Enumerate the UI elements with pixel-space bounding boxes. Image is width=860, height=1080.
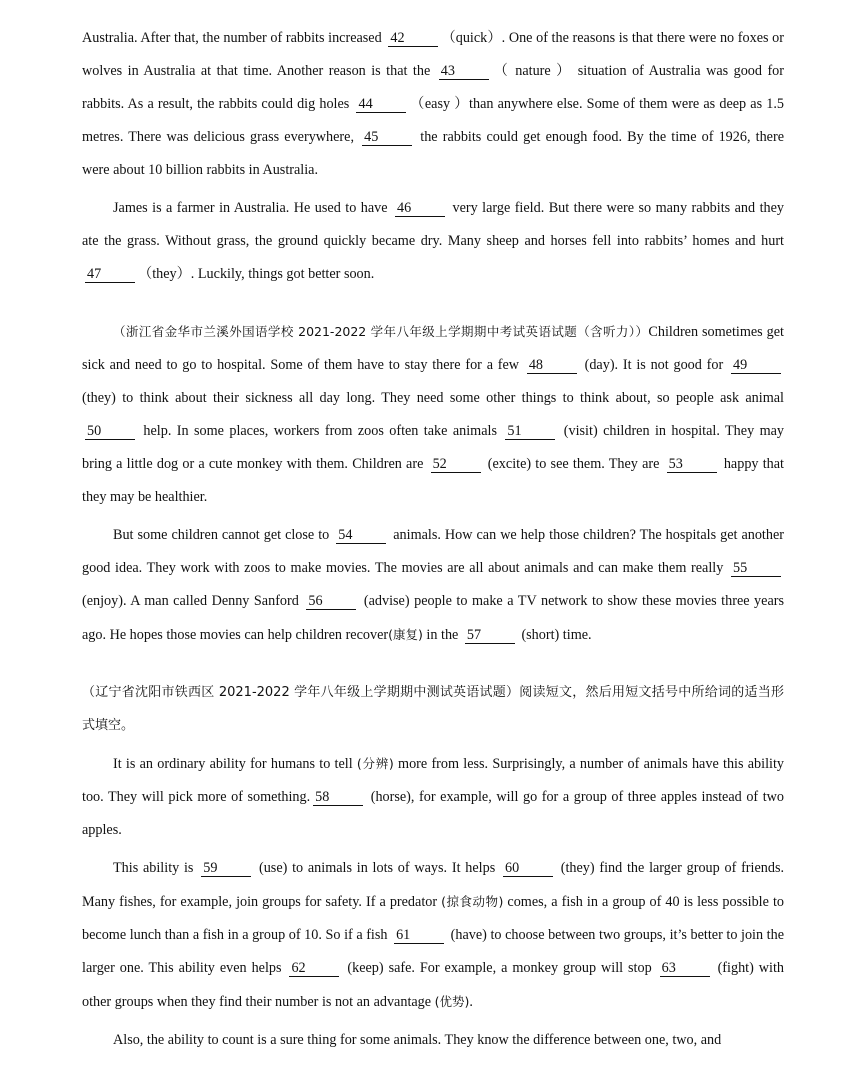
passage-paragraph bbox=[82, 747, 784, 847]
chinese-gloss: (康复) bbox=[388, 627, 423, 642]
passage-text: very large field. But there were so many rabbits and they ate the grass. Without grass, the ground quickly became dry. Many sheep and horses fell into rabbits’ homes and hurt bbox=[82, 200, 785, 249]
passage-text: (visit) children in hospital. They may bring a little dog or a cute monkey with them. Children are bbox=[82, 423, 784, 472]
passage-paragraph bbox=[82, 22, 784, 187]
passage-paragraph-with-source bbox=[82, 315, 784, 514]
answer-blank-56: 56 bbox=[306, 593, 356, 610]
passage-paragraph bbox=[82, 192, 784, 291]
passage-text: (day). It is not good for bbox=[579, 357, 728, 373]
answer-blank-62: 62 bbox=[289, 960, 339, 977]
answer-blank-43: 43 bbox=[439, 63, 489, 80]
passage-text: (enjoy). A man called Denny Sanford bbox=[82, 593, 304, 609]
answer-blank-53: 53 bbox=[667, 456, 717, 473]
passage-text: (they) to think about their sickness all day long. They need some other things to think about, so people ask animal bbox=[82, 390, 784, 406]
passage-text: comes, a fish in a group of 40 is less possible to become lunch than a fish in a group of 10. So if a fish bbox=[82, 894, 784, 943]
answer-blank-49: 49 bbox=[731, 357, 781, 374]
answer-blank-57: 57 bbox=[465, 627, 515, 644]
answer-blank-48: 48 bbox=[527, 357, 577, 374]
chinese-gloss: (分辨) bbox=[356, 756, 394, 771]
passage-text: (excite) to see them. They are bbox=[483, 456, 664, 472]
answer-blank-54: 54 bbox=[336, 527, 386, 544]
passage-text: Children sometimes get sick and need to go to hospital. Some of them have to stay there for a few bbox=[82, 324, 784, 373]
answer-blank-60: 60 bbox=[503, 860, 553, 877]
passage-text: (horse), for example, will go for a group of three apples instead of two apples. bbox=[82, 789, 784, 838]
answer-blank-42: 42 bbox=[388, 30, 438, 47]
answer-blank-63: 63 bbox=[660, 960, 710, 977]
passage-text: （easy ）than anywhere else. Some of them were as deep as 1.5 metres. There was delicious grass everywhere, bbox=[82, 96, 784, 145]
answer-blank-46: 46 bbox=[395, 200, 445, 217]
passage-text: in the bbox=[422, 627, 462, 643]
passage-text: （ nature ） situation of Australia was good for rabbits. As a result, the rabbits could dig holes bbox=[82, 63, 785, 112]
answer-blank-45: 45 bbox=[362, 129, 412, 146]
passage-text: (fight) with other groups when they find their number is not an advantage bbox=[82, 960, 784, 1010]
chinese-gloss: （浙江省金华市兰溪外国语学校 2021-2022 学年八年级上学期期中考试英语试题（含听力）） bbox=[113, 324, 649, 339]
answer-blank-50: 50 bbox=[85, 423, 135, 440]
passage-text: (advise) people to make a TV network to show these movies three years ago. He hopes those movies can help children recover bbox=[82, 593, 784, 643]
answer-blank-61: 61 bbox=[394, 927, 444, 944]
passage-text: the rabbits could get enough food. By the time of 1926, there were about 10 billion rabbits in Australia. bbox=[82, 129, 784, 178]
passage-text: (have) to choose between two groups, it’s better to join the larger one. This ability even helps bbox=[82, 927, 784, 976]
passage-text: (use) to animals in lots of ways. It helps bbox=[254, 860, 500, 876]
passage-text: （they）. Luckily, things got better soon. bbox=[138, 266, 375, 282]
passage-paragraph bbox=[82, 852, 784, 1019]
chinese-gloss: (掠食动物) bbox=[441, 894, 504, 909]
answer-blank-55: 55 bbox=[731, 560, 781, 577]
passage-paragraph bbox=[82, 1024, 784, 1057]
answer-blank-59: 59 bbox=[201, 860, 251, 877]
passage-text: (they) find the larger group of friends. Many fishes, for example, join groups for safety. If a predator bbox=[82, 860, 785, 910]
passage-text: It is an ordinary ability for humans to tell bbox=[113, 756, 357, 772]
passage-text: Australia. After that, the number of rabbits increased bbox=[82, 30, 386, 46]
answer-blank-47: 47 bbox=[85, 266, 135, 283]
passage-text: （quick）. One of the reasons is that there were no foxes or wolves in Australia at that time. Another reason is that the bbox=[82, 30, 784, 79]
passage-text: more from less. Surprisingly, a number of animals have this ability too. They will pick more of something. bbox=[82, 756, 784, 805]
chinese-gloss: (优势) bbox=[434, 994, 470, 1009]
passage-text: animals. How can we help those children? The hospitals get another good idea. They work with zoos to make movies. The movies are all about animals and can make them really bbox=[82, 527, 784, 576]
answer-blank-51: 51 bbox=[505, 423, 555, 440]
answer-blank-58: 58 bbox=[313, 789, 363, 806]
answer-blank-44: 44 bbox=[356, 96, 406, 113]
passage-text: (keep) safe. For example, a monkey group will stop bbox=[342, 960, 657, 976]
passage-text: Also, the ability to count is a sure thing for some animals. They know the difference between one, two, and bbox=[113, 1032, 722, 1048]
section-heading: （辽宁省沈阳市铁西区 2021-2022 学年八年级上学期期中测试英语试题）阅读短文，然后用短文括号中所给词的适当形式填空。 bbox=[82, 685, 784, 733]
answer-blank-52: 52 bbox=[431, 456, 481, 473]
passage-text: . bbox=[469, 994, 473, 1010]
passage-text: (short) time. bbox=[517, 627, 592, 643]
passage-text: help. In some places, workers from zoos often take animals bbox=[138, 423, 503, 439]
passage-text: happy that they may be healthier. bbox=[82, 456, 784, 505]
passage-text: This ability is bbox=[113, 860, 199, 876]
passage-paragraph bbox=[82, 519, 784, 652]
passage-text: James is a farmer in Australia. He used to have bbox=[113, 200, 393, 216]
passage-text: But some children cannot get close to bbox=[113, 527, 334, 543]
document-page bbox=[82, 22, 784, 1057]
